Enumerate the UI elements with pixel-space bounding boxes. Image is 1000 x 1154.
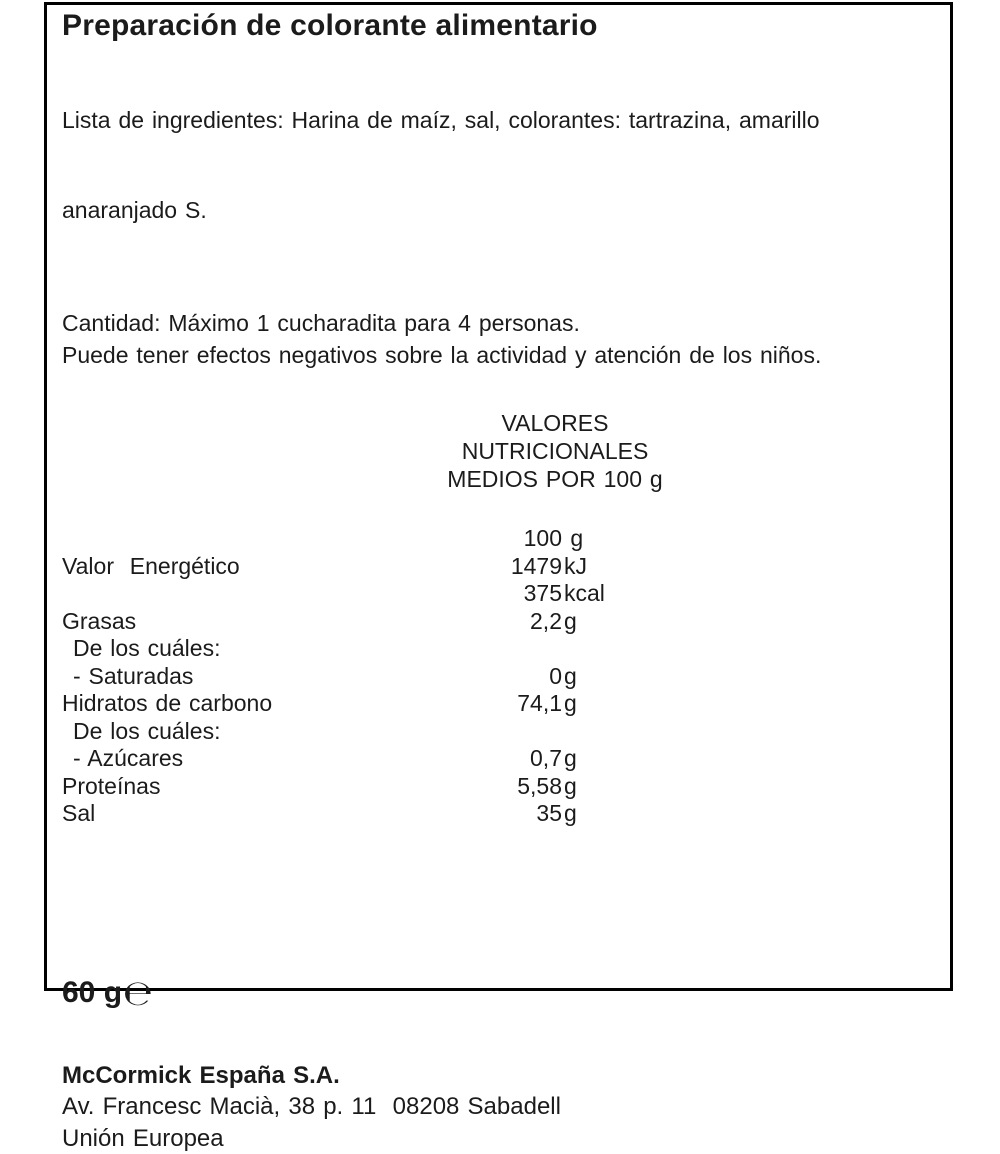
nutrition-label: Sal	[62, 800, 392, 828]
nutrition-row	[62, 690, 940, 718]
nutrition-unit: kJ	[564, 553, 587, 581]
nutrition-unit: kcal	[564, 580, 605, 608]
ingredients-line: anaranjado S.	[62, 195, 940, 225]
nutrition-amount: 0,7	[392, 745, 562, 773]
nutrition-row	[62, 745, 940, 773]
manufacturer-region: Unión Europea	[62, 1123, 940, 1154]
nutrition-row	[62, 608, 940, 636]
label-panel	[44, 2, 953, 991]
net-weight-value: 60 g	[62, 976, 122, 1010]
nutrition-label: Proteínas	[62, 773, 392, 801]
nutrition-amount: 100	[392, 525, 562, 553]
nutrition-amount: 0	[392, 663, 562, 691]
nutrition-header-line: MEDIOS POR 100 g	[162, 465, 948, 493]
ingredients-block	[62, 45, 940, 285]
nutrition-amount: 375	[392, 580, 562, 608]
nutrition-unit: g	[564, 690, 577, 718]
nutrition-row	[62, 800, 940, 828]
nutrition-label: De los cuáles:	[62, 635, 392, 663]
nutrition-label: - Saturadas	[62, 663, 392, 691]
nutrition-unit: g	[564, 800, 577, 828]
nutrition-amount: 35	[392, 800, 562, 828]
nutrition-table	[62, 525, 940, 828]
nutrition-row	[62, 663, 940, 691]
nutrition-unit: g	[564, 525, 583, 553]
nutrition-amount: 2,2	[392, 608, 562, 636]
manufacturer-block	[62, 1060, 940, 1154]
manufacturer-name: McCormick España S.A.	[62, 1060, 940, 1092]
nutrition-row	[62, 580, 940, 608]
nutrition-header-line: NUTRICIONALES	[162, 437, 948, 465]
nutrition-label: Grasas	[62, 608, 392, 636]
warning-text: Puede tener efectos negativos sobre la actividad y atención de los niños.	[62, 339, 940, 371]
ingredients-line: Lista de ingredientes: Harina de maíz, sal, colorantes: tartrazina, amarillo	[62, 105, 940, 135]
quantity-text: Cantidad: Máximo 1 cucharadita para 4 personas.	[62, 307, 940, 339]
nutrition-row	[62, 718, 940, 746]
nutrition-amount: 1479	[392, 553, 562, 581]
nutrition-header	[162, 409, 948, 493]
nutrition-row	[62, 635, 940, 663]
nutrition-label: Valor Energético	[62, 553, 392, 581]
nutrition-label: De los cuáles:	[62, 718, 392, 746]
nutrition-row	[62, 553, 940, 581]
product-title: Preparación de colorante alimentario	[62, 9, 940, 43]
nutrition-amount: 5,58	[392, 773, 562, 801]
nutrition-row	[62, 773, 940, 801]
nutrition-amount: 74,1	[392, 690, 562, 718]
nutrition-column-header-row	[62, 525, 940, 553]
nutrition-unit: g	[564, 608, 577, 636]
nutrition-header-line: VALORES	[162, 409, 948, 437]
nutrition-unit: g	[564, 745, 577, 773]
estimated-sign-icon: ℮	[123, 977, 153, 1011]
net-weight	[62, 976, 940, 1010]
nutrition-label: - Azúcares	[62, 745, 392, 773]
nutrition-unit: g	[564, 773, 577, 801]
nutrition-label: Hidratos de carbono	[62, 690, 392, 718]
nutrition-unit: g	[564, 663, 577, 691]
manufacturer-address: Av. Francesc Macià, 38 p. 11 08208 Sabadell	[62, 1091, 940, 1123]
